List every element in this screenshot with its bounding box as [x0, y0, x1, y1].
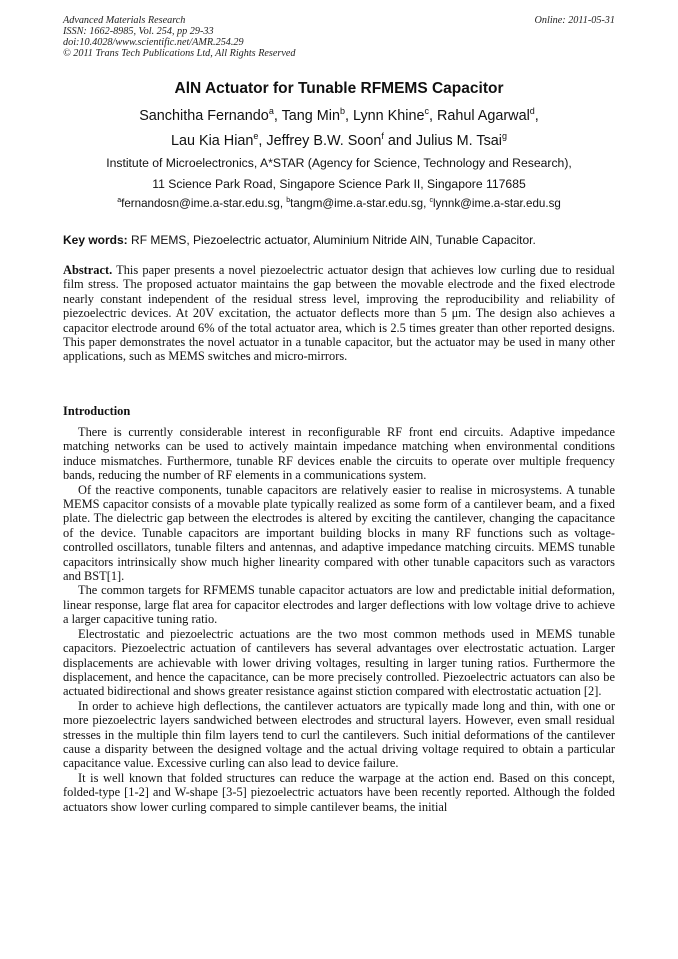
- author-separator: ,: [345, 107, 353, 124]
- email-separator: ,: [423, 197, 430, 210]
- abstract-text: This paper presents a novel piezoelectric actuator design that achieves low curling due to residual film stress. The proposed actuator maintains the gap between the movable electrode and the fixed electrode nearly constant independent of the residual stress level, improving the reproducibility and reliability of piezoelectric devices. At 20V excitation, the actuator deflects more than 5 μm. The design also achieves a capacitor electrode around 6% of the total actuator area, which is 2.5 times greater than other reported designs. This paper demonstrates the novel actuator in a tunable capacitor, but the actuator may be used in many other applications, such as MEMS switches and micro-mirrors.: [63, 263, 615, 364]
- author-superscript: g: [501, 131, 507, 141]
- doi-line: doi:10.4028/www.scientific.net/AMR.254.29: [63, 37, 244, 48]
- abstract: [63, 263, 615, 364]
- email-superscript: a: [117, 197, 122, 205]
- email-superscript: c: [429, 197, 434, 205]
- keywords-label: Key words:: [63, 233, 128, 247]
- issn-line: ISSN: 1662-8985, Vol. 254, pp 29-33: [63, 26, 214, 37]
- keywords-text: RF MEMS, Piezoelectric actuator, Aluminium Nitride AlN, Tunable Capacitor.: [127, 233, 536, 247]
- paragraph: Electrostatic and piezoelectric actuations are the two most common methods used in MEMS tunable capacitors. Piezoelectric actuation of cantilevers has several advantages over electrostatic actuation. Larger displacements are achievable with lower driving voltages, resulting in larger tuning ratios. Furthermore the displacement, and hence the capacitance, can be more precisely controlled. Piezoelectric actuators can also be actuated bidirectional and shows greater resistance against stiction compared with electrostatic actuation [2].: [63, 626, 615, 699]
- affiliation-line-2: 11 Science Park Road, Singapore Science Park II, Singapore 117685: [152, 177, 526, 191]
- journal-header: [63, 15, 615, 59]
- paragraph: There is currently considerable interest in reconfigurable RF front end circuits. Adaptive impedance matching networks can be used to actively maintain impedance matching when environmental conditions induce mismatches. Furthermore, tunable RF devices enable the circuits to operate over multiple frequency bands, reducing the number of RF elements in a communications system.: [63, 425, 615, 483]
- author-superscript: d: [529, 106, 535, 116]
- author-name: Lau Kia Hian: [171, 132, 254, 149]
- author-separator: ,: [534, 107, 539, 124]
- author-conjunction: and: [383, 132, 416, 149]
- paragraph: It is well known that folded structures can reduce the warpage at the action end. Based on this concept, folded-type [1-2] and W-shape [3-5] piezoelectric actuators have been recently reported. Although the folded actuators show lower curling compared to simple cantilever beams, the initial: [63, 770, 615, 814]
- email-address: tangm@ime.a-star.edu.sg: [290, 197, 424, 210]
- author-superscript: f: [381, 131, 384, 141]
- author-separator: ,: [273, 107, 282, 124]
- author-separator: ,: [428, 107, 437, 124]
- email-address: fernandosn@ime.a-star.edu.sg: [121, 197, 280, 210]
- author-name: Sanchitha Fernando: [139, 107, 269, 124]
- email-separator: ,: [279, 197, 287, 210]
- journal-name: Advanced Materials Research: [63, 15, 186, 26]
- copyright-line: © 2011 Trans Tech Publications Ltd, All Rights Reserved: [63, 48, 296, 59]
- online-date: Online: 2011-05-31: [534, 15, 615, 26]
- author-superscript: a: [268, 106, 274, 116]
- author-line-2: [0, 131, 678, 149]
- author-line-1: [0, 106, 678, 124]
- author-superscript: b: [339, 106, 345, 116]
- paragraph: Of the reactive components, tunable capacitors are relatively easier to realise in microsystems. A tunable MEMS capacitor consists of a movable plate typically realized as some form of a cantilever beam, and a fixed plate. The dielectric gap between the electrodes is altered by exciting the cantilever, changing the capacitance of the device. Tunable capacitors are important building blocks in many RF functions such as voltage-controlled oscillators, tunable filters and antennas, and adaptive impedance matching circuits. MEMS tunable capacitors intrinsically show much higher linearity compared with other tunable capacitors such as varactors and BST[1].: [63, 482, 615, 584]
- author-name: Jeffrey B.W. Soon: [266, 132, 382, 149]
- keywords: [63, 233, 623, 247]
- abstract-paragraph: [63, 263, 615, 364]
- abstract-label: Abstract.: [63, 263, 113, 277]
- author-separator: ,: [258, 132, 267, 149]
- author-name: Tang Min: [281, 107, 340, 124]
- paper-title: AlN Actuator for Tunable RFMEMS Capacitor: [174, 80, 504, 97]
- email-address: lynnk@ime.a-star.edu.sg: [433, 197, 561, 210]
- paragraph: In order to achieve high deflections, the cantilever actuators are typically made long and thin, with one or more piezoelectric layers sandwiched between electrodes and structural layers. However, even small residual stresses in the multiple thin film layers tend to curl the cantilevers. Such initial deformations of the cantilever cause a disparity between the designed voltage and the actual driving voltage required to obtain a particular capacitance value. Excessive curling can also lead to device failure.: [63, 698, 615, 771]
- introduction-body: [63, 425, 615, 814]
- author-name: Julius M. Tsai: [415, 132, 502, 149]
- paragraph: The common targets for RFMEMS tunable capacitor actuators are low and predictable initial deformation, linear response, large flat area for capacitor electrodes and larger deflections with low voltage drive to achieve a larger capacitive tuning ratio.: [63, 583, 615, 627]
- author-superscript: c: [424, 106, 429, 116]
- author-name: Rahul Agarwal: [436, 107, 530, 124]
- email-line: [0, 197, 678, 210]
- introduction-heading: Introduction: [63, 404, 131, 418]
- email-superscript: b: [286, 197, 291, 205]
- author-superscript: e: [253, 131, 259, 141]
- affiliation-line-1: Institute of Microelectronics, A*STAR (Agency for Science, Technology and Research),: [106, 156, 572, 170]
- author-name: Lynn Khine: [353, 107, 425, 124]
